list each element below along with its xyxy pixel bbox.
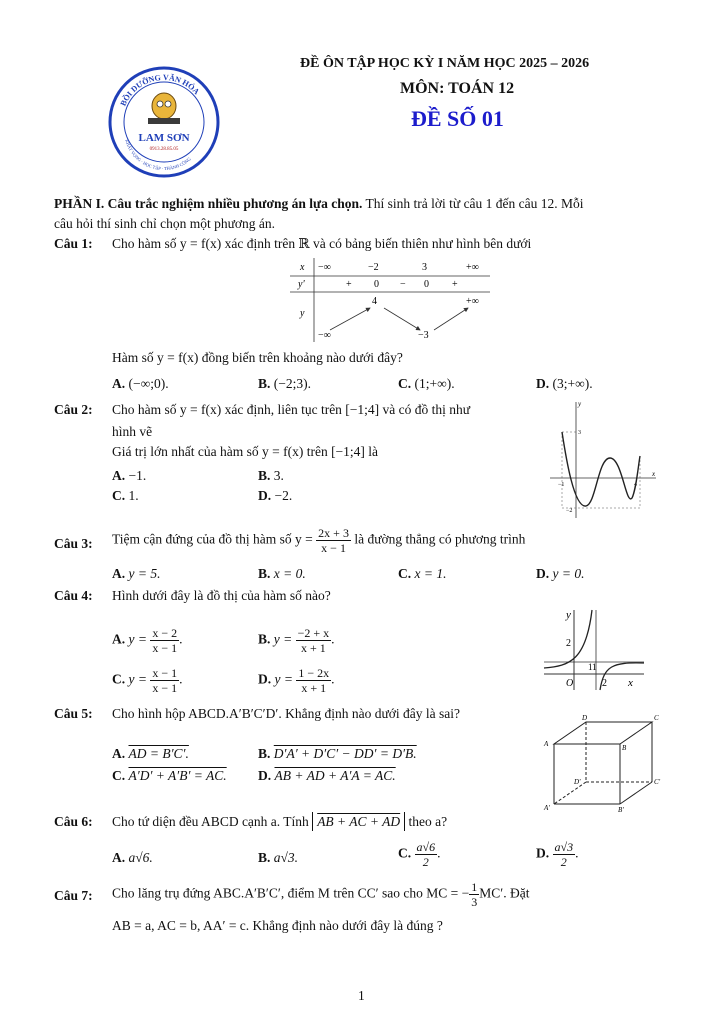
exam-title: ĐỀ ÔN TẬP HỌC KỲ I NĂM HỌC 2025 – 2026 xyxy=(300,56,590,71)
school-logo xyxy=(108,66,220,178)
q1-label: Câu 1: xyxy=(54,236,93,251)
q4-x2: 2 xyxy=(602,678,607,689)
box-label-b: B xyxy=(622,744,627,752)
q3-text: Tiệm cận đứng của đồ thị hàm số y = $\frac{2x + 3}{x - 1}$ là đường thẳng có phương trình xyxy=(112,526,526,555)
q2-text2: hình vẽ xyxy=(112,424,153,439)
q2-option-b: B. 3. xyxy=(258,468,284,483)
q4-y2: 2 xyxy=(566,638,571,649)
q3-option-c: C. x = 1. xyxy=(398,566,447,581)
box-label-c-prime: C' xyxy=(654,778,661,786)
q4-option-d: D. y = $\frac{1 - 2x}{x + 1}$ . xyxy=(258,666,335,695)
box-label-a: A xyxy=(544,740,549,748)
q6-option-c: C. $\frac{a√6}{2}$ . xyxy=(398,840,441,869)
q1-sign-2: − xyxy=(400,279,406,290)
q5-option-b: B. D′A′ + D′C′ − DD′ = D′B. xyxy=(258,746,417,761)
q2-axis-x: x xyxy=(652,470,656,478)
q7-label: Câu 7: xyxy=(54,888,93,903)
q3-option-b: B. x = 0. xyxy=(258,566,306,581)
q4-graph xyxy=(540,606,650,692)
logo-bottom-text: KHÁT VỌNG · HỌC TẬP · THÀNH CÔNG xyxy=(124,138,192,172)
part1-heading xyxy=(54,196,584,212)
box-label-d-prime: D' xyxy=(574,778,581,786)
q1-option-b: B. (−2;3). xyxy=(258,376,311,391)
q5-text: Cho hình hộp ABCD.A′B′C′D′. Khẳng định nào dưới đây là sai? xyxy=(112,706,461,721)
q2-text1: Cho hàm số y = f(x) xác định, liên tục trên [−1;4] và có đồ thị như xyxy=(112,402,471,417)
box-label-a-prime: A' xyxy=(544,804,550,812)
logo-phone: 0913.28.85.05 xyxy=(149,147,179,152)
part1-desc2: câu hỏi thí sinh chỉ chọn một phương án. xyxy=(54,216,276,231)
q2-x4: 4 xyxy=(634,482,637,488)
box-label-c: C xyxy=(654,714,659,722)
q7-text: Cho lăng trụ đứng ABC.A′B′C′, điểm M trên CC′ sao cho MC = − $\frac{1}{3}$ MC′. Đặt xyxy=(112,880,530,909)
q1-sub: Hàm số y = f(x) đồng biến trên khoảng nào dưới đây? xyxy=(112,350,403,365)
q2-option-a: A. −1. xyxy=(112,468,147,483)
q1-y-4: 4 xyxy=(372,296,377,307)
q1-x-2: 3 xyxy=(422,262,427,273)
q1-x-1: −2 xyxy=(368,262,379,273)
q2-xm1: −1 xyxy=(558,482,565,488)
q2-option-d: D. −2. xyxy=(258,488,293,503)
q1-option-a: A. (−∞;0). xyxy=(112,376,169,391)
q2-graph xyxy=(540,398,660,520)
q1-y-pinf: +∞ xyxy=(466,296,479,307)
exam-number: ĐỀ SỐ 01 xyxy=(411,106,504,131)
q5-option-a: A. AD = B′C′. xyxy=(112,746,189,761)
q6-option-b: B. a√3. xyxy=(258,850,299,865)
q1-sign-1: 0 xyxy=(374,279,379,290)
q4-axis-x: x xyxy=(628,677,633,689)
q1-variation-table xyxy=(290,256,490,342)
q4-text: Hình dưới đây là đồ thị của hàm số nào? xyxy=(112,588,331,603)
q2-axis-y: y xyxy=(578,400,582,408)
q5-box-figure xyxy=(540,714,664,814)
q3-label: Câu 3: xyxy=(54,536,93,551)
q6-option-d: D. $\frac{a√3}{2}$ . xyxy=(536,840,579,869)
q4-origin: O xyxy=(566,678,574,689)
q2-label: Câu 2: xyxy=(54,402,93,417)
q1-y-minf: −∞ xyxy=(318,330,331,341)
q1-x-0: −∞ xyxy=(318,262,331,273)
q3-option-a: A. y = 5. xyxy=(112,566,161,581)
box-label-b-prime: B' xyxy=(618,806,624,814)
q4-option-c: C. y = $\frac{x - 1}{x - 1}$ . xyxy=(112,666,183,695)
q1-y-m3: −3 xyxy=(418,330,429,341)
q1-option-c: C. (1;+∞). xyxy=(398,376,455,391)
q4-option-b: B. y = $\frac{-2 + x}{x + 1}$ . xyxy=(258,626,335,655)
q1-sign-4: + xyxy=(452,279,458,290)
q6-label: Câu 6: xyxy=(54,814,93,829)
q2-y3: 3 xyxy=(578,430,581,436)
q4-option-a: A. y = $\frac{x - 2}{x - 1}$ . xyxy=(112,626,183,655)
box-label-d: D xyxy=(582,714,588,722)
q6-text: Cho tứ diện đều ABCD cạnh a. Tính AB + AC + AD theo a? xyxy=(112,814,448,829)
q2-ym2: −2 xyxy=(566,508,573,514)
q7-line2: AB = a, AC = b, AA′ = c. Khẳng định nào dưới đây là đúng ? xyxy=(112,918,443,933)
q4-x1: 1 xyxy=(592,662,597,672)
q1-y-label: y xyxy=(300,308,305,319)
q1-text: Cho hàm số y = f(x) xác định trên ℝ và có bảng biến thiên như hình bên dưới xyxy=(112,236,532,251)
q1-option-d: D. (3;+∞). xyxy=(536,376,593,391)
q4-label: Câu 4: xyxy=(54,588,93,603)
part1-title: PHẦN I. Câu trắc nghiệm nhiều phương án lựa chọn. xyxy=(54,196,363,211)
q6-option-a: A. a√6. xyxy=(112,850,153,865)
q1-sign-3: 0 xyxy=(424,279,429,290)
q4-y1: 1 xyxy=(588,662,593,672)
subject-title: MÔN: TOÁN 12 xyxy=(400,80,515,97)
q4-axis-y: y xyxy=(566,609,571,621)
q1-x-label: x xyxy=(300,262,305,273)
page-number: 1 xyxy=(358,988,365,1003)
logo-top-text: BỒI DƯỠNG VĂN HÓA xyxy=(118,72,202,108)
q5-label: Câu 5: xyxy=(54,706,93,721)
q1-x-3: +∞ xyxy=(466,262,479,273)
q3-option-d: D. y = 0. xyxy=(536,566,585,581)
q2-option-c: C. 1. xyxy=(112,488,139,503)
q1-sign-0: + xyxy=(346,279,352,290)
q5-option-d: D. AB + AD + A′A = AC. xyxy=(258,768,396,783)
q2-text3: Giá trị lớn nhất của hàm số y = f(x) trên [−1;4] là xyxy=(112,444,379,459)
q5-option-c: C. A′D′ + A′B′ = AC. xyxy=(112,768,227,783)
logo-name: LAM SƠN xyxy=(138,132,190,144)
q1-yp-label: y' xyxy=(298,279,305,290)
part1-desc1: Thí sinh trả lời từ câu 1 đến câu 12. Mỗi xyxy=(362,196,584,211)
